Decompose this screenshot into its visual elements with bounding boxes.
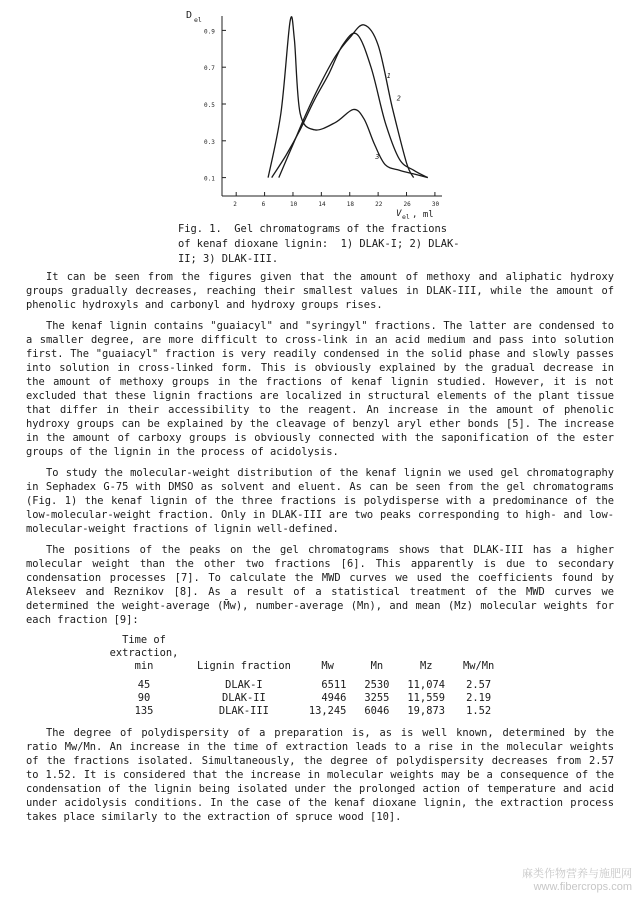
- cell-mn: 2530: [364, 679, 390, 691]
- x-tick-label: 14: [318, 201, 326, 208]
- x-tick-label: 6: [261, 201, 266, 208]
- paragraph-5: The degree of polydispersity of a preparation is, as is well known, determined by the ratio Mw/Mn. An increase in the time of extraction leads to a rise in the molecular weights of the fractions isolated. Simultaneously, the degree of polydispersity decreases from 2.57 to 1.52. It is considered that the increase in molecular weights may be a consequence of the condensation of the lignin being isolated under the prolonged action of temperature and acid under acidolysis conditions. In the case of the kenaf dioxane lignin, the extraction process takes place similarly to the extraction of spruce wood [10].: [26, 727, 614, 823]
- col-mw-mn: Mw/Mn: [462, 660, 495, 672]
- col-mw: Mw: [321, 660, 334, 672]
- cell-mw-mn: 2.57: [466, 679, 492, 691]
- y-tick-label: 0.5: [204, 102, 215, 109]
- article-body: [0, 270, 640, 831]
- table-row: [100, 679, 503, 692]
- paragraph-3: To study the molecular-weight distribution of the kenaf lignin we used gel chromatography in Sephadex G-75 with DMSO as solvent and eluent. As can be seen from the gel chromatograms (Fig. 1) the kenaf lignin of the three fractions is polydisperse with a predominance of the low-molecular-weight fraction. Only in DLAK-III are two peaks corresponding to high- and low-molecular-weight fractions of lignin well-defined.: [26, 467, 614, 535]
- x-axis-label: V: [396, 209, 402, 219]
- y-tick-label: 0.9: [204, 28, 215, 36]
- paragraph-2: The kenaf lignin contains "guaiacyl" and "syringyl" fractions. The latter are condensed to a smaller degree, are more difficult to cross-link in an acid medium and pass into solution first. The "guaiacyl" fraction is very readily condensed in the solid phase and slowly passes into solution in cross-linked form. This is obviously explained by the gradual decrease in the amount of methoxy groups in the fractions of kenaf lignin studied. However, it is not excluded that these lignin fractions are localized in structural elements of the plant tissue that differ in their accessibility to the reagent. An increase in the amount of phenolic hydroxy groups can be explained by the cleavage of benzyl aryl ether bonds [5]. The increase in the amount of carboxy groups is obviously connected with the saponification of the ester groups of the lignin in the process of acidolysis.: [26, 320, 614, 458]
- cell-fraction: DLAK-III: [218, 705, 269, 717]
- table-row: [100, 692, 503, 705]
- cell-fraction: DLAK-II: [222, 692, 266, 704]
- y-axis-label-sub: el: [194, 16, 202, 24]
- cell-mn: 3255: [364, 692, 390, 704]
- x-tick-label: 26: [403, 201, 411, 208]
- x-tick-label: 18: [346, 201, 354, 208]
- molecular-weight-table: [100, 634, 503, 718]
- curve-label-1: 1: [386, 72, 391, 81]
- site-watermark: [522, 868, 632, 894]
- col-mz: Mz: [419, 660, 433, 672]
- curve-label-2: 2: [396, 94, 401, 103]
- x-tick-label: 10: [289, 201, 298, 208]
- y-tick-label: 0.7: [204, 65, 215, 73]
- cell-mw: 13,245: [308, 705, 347, 717]
- col-fraction: Lignin fraction: [197, 660, 291, 672]
- x-axis-unit: , ml: [412, 210, 434, 220]
- cell-mz: 11,074: [407, 679, 445, 691]
- cell-time: 90: [137, 692, 151, 704]
- cell-fraction: DLAK-I: [225, 679, 263, 691]
- table-row: [100, 705, 503, 718]
- cell-mw-mn: 2.19: [466, 692, 492, 704]
- figure-caption: Fig. 1. Gel chromatograms of the fractions of kenaf dioxane lignin: 1) DLAK-I; 2) DLAK- II; 3) DLAK-III.: [178, 223, 460, 265]
- x-tick-label: 2: [233, 201, 237, 208]
- cell-mw-mn: 1.52: [466, 705, 492, 717]
- gel-chromatogram-chart: [180, 0, 460, 222]
- x-tick-label: 22: [375, 201, 383, 208]
- paragraph-1: It can be seen from the figures given that the amount of methoxy and aliphatic hydroxy groups gradually decreases, reaching their smallest values in DLAK-III, while the amount of phenolic hydroxyls and carbonyl and hydroxy groups rises.: [26, 271, 614, 311]
- cell-mw: 6511: [321, 679, 347, 691]
- cell-mn: 6046: [364, 705, 390, 717]
- col-mn: Mn: [370, 660, 384, 672]
- cell-mz: 19,873: [407, 705, 445, 717]
- paragraph-4: The positions of the peaks on the gel chromatograms shows that DLAK-III has a higher molecular weight than the other two fractions [6]. This apparently is due to secondary condensation processes [7]. To calculate the MWD curves we used the coefficients found by Alekseev and Reznikov [8]. As a result of a statistical treatment of the MWD curves we determined the weight-average (M̄w), number-average (Mn), and mean (Mz) molecular weights for each fraction [9]:: [26, 544, 614, 626]
- col-time: Time of extraction, min: [109, 634, 179, 672]
- cell-mw: 4946: [321, 692, 347, 704]
- y-tick-label: 0.3: [204, 138, 215, 146]
- table-header-row: [100, 634, 503, 679]
- x-axis-label-sub: el: [402, 213, 410, 221]
- y-tick-label: 0.1: [204, 175, 215, 183]
- watermark-url: www.fibercrops.com: [533, 881, 632, 893]
- watermark-cn: 麻类作物营养与施肥网: [522, 868, 632, 880]
- curve-label-3: 3: [375, 153, 380, 162]
- x-tick-label: 30: [431, 201, 440, 208]
- figure-1: [180, 0, 460, 222]
- y-axis-label: D: [186, 10, 193, 21]
- cell-mz: 11,559: [407, 692, 445, 704]
- cell-time: 135: [134, 705, 154, 717]
- cell-time: 45: [137, 679, 151, 691]
